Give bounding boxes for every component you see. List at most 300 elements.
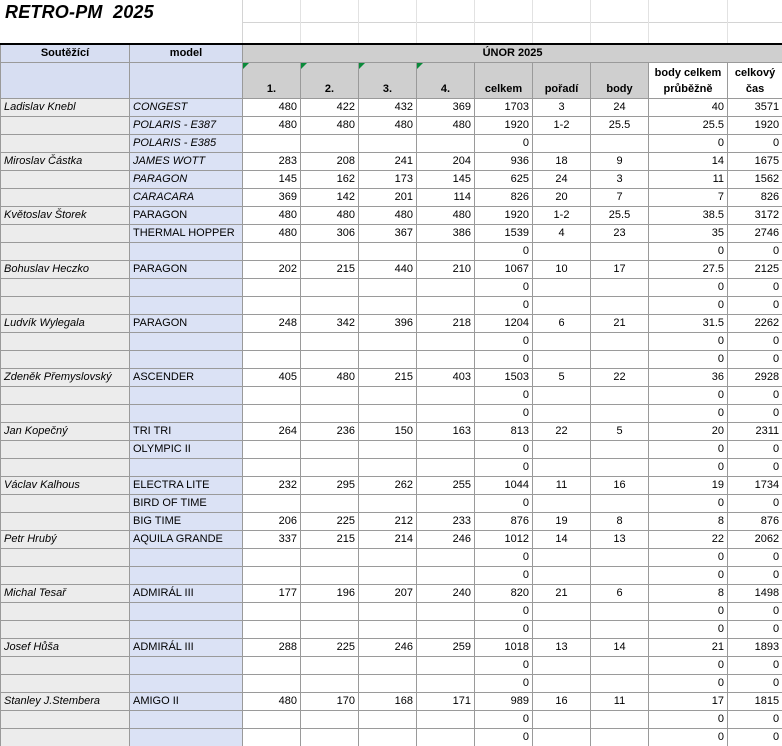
round-1-cell[interactable]: 480	[243, 692, 301, 710]
header-total[interactable]: celkem	[475, 62, 533, 98]
total-cell[interactable]: 0	[475, 332, 533, 350]
total-time-cell[interactable]: 0	[728, 548, 782, 566]
total-time-cell[interactable]: 2928	[728, 368, 782, 386]
model-cell[interactable]	[130, 656, 243, 674]
total-time-cell[interactable]: 1815	[728, 692, 782, 710]
model-cell[interactable]	[130, 458, 243, 476]
total-cell[interactable]: 1018	[475, 638, 533, 656]
rank-cell[interactable]	[533, 620, 591, 638]
round-3-cell[interactable]	[359, 440, 417, 458]
rank-cell[interactable]: 13	[533, 638, 591, 656]
round-2-cell[interactable]	[301, 296, 359, 314]
round-2-cell[interactable]: 196	[301, 584, 359, 602]
round-4-cell[interactable]: 386	[417, 224, 475, 242]
running-points-cell[interactable]: 0	[649, 548, 728, 566]
competitor-cell[interactable]	[1, 386, 130, 404]
points-cell[interactable]	[591, 548, 649, 566]
running-points-cell[interactable]: 0	[649, 242, 728, 260]
model-cell[interactable]	[130, 386, 243, 404]
round-1-cell[interactable]: 177	[243, 584, 301, 602]
rank-cell[interactable]: 6	[533, 314, 591, 332]
round-1-cell[interactable]	[243, 242, 301, 260]
round-3-cell[interactable]: 214	[359, 530, 417, 548]
round-3-cell[interactable]: 432	[359, 98, 417, 116]
running-points-cell[interactable]: 0	[649, 278, 728, 296]
competitor-cell[interactable]	[1, 242, 130, 260]
points-cell[interactable]	[591, 620, 649, 638]
round-2-cell[interactable]: 342	[301, 314, 359, 332]
round-4-cell[interactable]	[417, 278, 475, 296]
running-points-cell[interactable]: 22	[649, 530, 728, 548]
points-cell[interactable]: 8	[591, 512, 649, 530]
round-4-cell[interactable]: 480	[417, 206, 475, 224]
total-cell[interactable]: 1503	[475, 368, 533, 386]
round-2-cell[interactable]	[301, 602, 359, 620]
round-4-cell[interactable]	[417, 620, 475, 638]
model-cell[interactable]: THERMAL HOPPER	[130, 224, 243, 242]
round-1-cell[interactable]	[243, 656, 301, 674]
header-model[interactable]: model	[130, 44, 243, 62]
header-month[interactable]: ÚNOR 2025	[243, 44, 782, 62]
rank-cell[interactable]	[533, 602, 591, 620]
model-cell[interactable]: PARAGON	[130, 206, 243, 224]
points-cell[interactable]: 22	[591, 368, 649, 386]
total-cell[interactable]: 1703	[475, 98, 533, 116]
round-4-cell[interactable]: 145	[417, 170, 475, 188]
points-cell[interactable]	[591, 332, 649, 350]
round-4-cell[interactable]: 369	[417, 98, 475, 116]
total-time-cell[interactable]: 0	[728, 728, 782, 746]
round-3-cell[interactable]: 367	[359, 224, 417, 242]
points-cell[interactable]: 3	[591, 170, 649, 188]
round-4-cell[interactable]: 233	[417, 512, 475, 530]
total-cell[interactable]: 0	[475, 620, 533, 638]
total-time-cell[interactable]: 1893	[728, 638, 782, 656]
total-time-cell[interactable]: 0	[728, 458, 782, 476]
round-3-cell[interactable]: 246	[359, 638, 417, 656]
round-4-cell[interactable]	[417, 296, 475, 314]
header-round-1[interactable]	[243, 62, 301, 98]
round-2-cell[interactable]: 480	[301, 368, 359, 386]
total-cell[interactable]: 813	[475, 422, 533, 440]
running-points-cell[interactable]: 14	[649, 152, 728, 170]
round-3-cell[interactable]: 396	[359, 314, 417, 332]
header-round-2[interactable]	[301, 62, 359, 98]
points-cell[interactable]	[591, 404, 649, 422]
total-cell[interactable]: 820	[475, 584, 533, 602]
rank-cell[interactable]: 24	[533, 170, 591, 188]
competitor-cell[interactable]: Václav Kalhous	[1, 476, 130, 494]
round-1-cell[interactable]	[243, 332, 301, 350]
round-3-cell[interactable]	[359, 278, 417, 296]
rank-cell[interactable]	[533, 242, 591, 260]
rank-cell[interactable]	[533, 278, 591, 296]
points-cell[interactable]	[591, 296, 649, 314]
model-cell[interactable]	[130, 296, 243, 314]
points-cell[interactable]: 25.5	[591, 116, 649, 134]
points-cell[interactable]	[591, 440, 649, 458]
running-points-cell[interactable]: 31.5	[649, 314, 728, 332]
rank-cell[interactable]: 18	[533, 152, 591, 170]
total-time-cell[interactable]: 0	[728, 494, 782, 512]
rank-cell[interactable]	[533, 656, 591, 674]
model-cell[interactable]: POLARIS - E385	[130, 134, 243, 152]
running-points-cell[interactable]: 40	[649, 98, 728, 116]
running-points-cell[interactable]: 0	[649, 602, 728, 620]
model-cell[interactable]: ELECTRA LITE	[130, 476, 243, 494]
rank-cell[interactable]: 22	[533, 422, 591, 440]
round-1-cell[interactable]: 480	[243, 224, 301, 242]
round-3-cell[interactable]	[359, 296, 417, 314]
points-cell[interactable]: 16	[591, 476, 649, 494]
running-points-cell[interactable]: 0	[649, 440, 728, 458]
model-cell[interactable]: BIRD OF TIME	[130, 494, 243, 512]
competitor-cell[interactable]	[1, 332, 130, 350]
running-points-cell[interactable]: 8	[649, 512, 728, 530]
model-cell[interactable]: PARAGON	[130, 170, 243, 188]
competitor-cell[interactable]: Bohuslav Heczko	[1, 260, 130, 278]
total-time-cell[interactable]: 0	[728, 350, 782, 368]
round-1-cell[interactable]: 145	[243, 170, 301, 188]
competitor-cell[interactable]	[1, 494, 130, 512]
total-time-cell[interactable]: 0	[728, 602, 782, 620]
header-round-3[interactable]	[359, 62, 417, 98]
total-time-cell[interactable]: 3172	[728, 206, 782, 224]
model-cell[interactable]	[130, 728, 243, 746]
rank-cell[interactable]: 20	[533, 188, 591, 206]
competitor-cell[interactable]	[1, 512, 130, 530]
total-time-cell[interactable]: 0	[728, 566, 782, 584]
round-4-cell[interactable]: 210	[417, 260, 475, 278]
competitor-cell[interactable]	[1, 188, 130, 206]
points-cell[interactable]: 6	[591, 584, 649, 602]
model-cell[interactable]: PARAGON	[130, 314, 243, 332]
points-cell[interactable]	[591, 386, 649, 404]
total-cell[interactable]: 0	[475, 710, 533, 728]
round-4-cell[interactable]: 480	[417, 116, 475, 134]
round-1-cell[interactable]: 405	[243, 368, 301, 386]
round-1-cell[interactable]: 264	[243, 422, 301, 440]
total-time-cell[interactable]: 1498	[728, 584, 782, 602]
rank-cell[interactable]	[533, 548, 591, 566]
total-cell[interactable]: 1067	[475, 260, 533, 278]
competitor-cell[interactable]: Josef Hůša	[1, 638, 130, 656]
running-points-cell[interactable]: 17	[649, 692, 728, 710]
round-2-cell[interactable]	[301, 278, 359, 296]
round-1-cell[interactable]: 337	[243, 530, 301, 548]
running-points-cell[interactable]: 20	[649, 422, 728, 440]
round-1-cell[interactable]	[243, 278, 301, 296]
competitor-cell[interactable]: Miroslav Částka	[1, 152, 130, 170]
model-cell[interactable]	[130, 350, 243, 368]
round-1-cell[interactable]: 480	[243, 206, 301, 224]
rank-cell[interactable]: 11	[533, 476, 591, 494]
round-4-cell[interactable]	[417, 548, 475, 566]
rank-cell[interactable]: 10	[533, 260, 591, 278]
round-3-cell[interactable]: 201	[359, 188, 417, 206]
competitor-cell[interactable]	[1, 566, 130, 584]
running-points-cell[interactable]: 19	[649, 476, 728, 494]
rank-cell[interactable]	[533, 494, 591, 512]
round-1-cell[interactable]: 480	[243, 116, 301, 134]
round-1-cell[interactable]	[243, 440, 301, 458]
total-time-cell[interactable]: 0	[728, 674, 782, 692]
round-2-cell[interactable]	[301, 728, 359, 746]
round-1-cell[interactable]: 288	[243, 638, 301, 656]
round-3-cell[interactable]	[359, 602, 417, 620]
total-time-cell[interactable]: 2062	[728, 530, 782, 548]
total-time-cell[interactable]: 876	[728, 512, 782, 530]
round-4-cell[interactable]: 204	[417, 152, 475, 170]
total-time-cell[interactable]: 0	[728, 134, 782, 152]
round-1-cell[interactable]	[243, 620, 301, 638]
round-2-cell[interactable]: 236	[301, 422, 359, 440]
rank-cell[interactable]: 16	[533, 692, 591, 710]
model-cell[interactable]: PARAGON	[130, 260, 243, 278]
model-cell[interactable]: TRI TRI	[130, 422, 243, 440]
model-cell[interactable]: ADMIRÁL III	[130, 584, 243, 602]
total-cell[interactable]: 0	[475, 458, 533, 476]
points-cell[interactable]: 24	[591, 98, 649, 116]
model-cell[interactable]: ADMIRÁL III	[130, 638, 243, 656]
round-3-cell[interactable]	[359, 728, 417, 746]
competitor-cell[interactable]	[1, 620, 130, 638]
model-cell[interactable]	[130, 278, 243, 296]
competitor-cell[interactable]	[1, 404, 130, 422]
points-cell[interactable]	[591, 350, 649, 368]
points-cell[interactable]	[591, 566, 649, 584]
header-blank[interactable]	[130, 62, 243, 98]
round-3-cell[interactable]	[359, 674, 417, 692]
round-1-cell[interactable]	[243, 386, 301, 404]
round-3-cell[interactable]	[359, 620, 417, 638]
round-2-cell[interactable]	[301, 242, 359, 260]
round-4-cell[interactable]: 171	[417, 692, 475, 710]
rank-cell[interactable]: 1-2	[533, 116, 591, 134]
round-4-cell[interactable]: 259	[417, 638, 475, 656]
round-2-cell[interactable]: 225	[301, 638, 359, 656]
round-4-cell[interactable]: 218	[417, 314, 475, 332]
model-cell[interactable]	[130, 404, 243, 422]
running-points-cell[interactable]: 0	[649, 350, 728, 368]
competitor-cell[interactable]	[1, 674, 130, 692]
points-cell[interactable]: 9	[591, 152, 649, 170]
total-time-cell[interactable]: 0	[728, 278, 782, 296]
round-3-cell[interactable]	[359, 548, 417, 566]
round-2-cell[interactable]: 208	[301, 152, 359, 170]
running-points-cell[interactable]: 0	[649, 134, 728, 152]
total-cell[interactable]: 0	[475, 242, 533, 260]
round-3-cell[interactable]	[359, 386, 417, 404]
round-4-cell[interactable]: 255	[417, 476, 475, 494]
round-1-cell[interactable]	[243, 350, 301, 368]
points-cell[interactable]	[591, 242, 649, 260]
round-4-cell[interactable]	[417, 458, 475, 476]
total-time-cell[interactable]: 3571	[728, 98, 782, 116]
round-1-cell[interactable]: 206	[243, 512, 301, 530]
round-2-cell[interactable]: 225	[301, 512, 359, 530]
total-time-cell[interactable]: 1920	[728, 116, 782, 134]
round-4-cell[interactable]	[417, 332, 475, 350]
round-2-cell[interactable]	[301, 548, 359, 566]
round-2-cell[interactable]	[301, 350, 359, 368]
total-cell[interactable]: 0	[475, 350, 533, 368]
competitor-cell[interactable]: Zdeněk Přemyslovský	[1, 368, 130, 386]
running-points-cell[interactable]: 21	[649, 638, 728, 656]
round-3-cell[interactable]: 480	[359, 116, 417, 134]
round-1-cell[interactable]	[243, 674, 301, 692]
round-3-cell[interactable]	[359, 494, 417, 512]
round-3-cell[interactable]	[359, 566, 417, 584]
round-1-cell[interactable]: 248	[243, 314, 301, 332]
total-time-cell[interactable]: 1562	[728, 170, 782, 188]
competitor-cell[interactable]	[1, 278, 130, 296]
round-2-cell[interactable]: 480	[301, 206, 359, 224]
competitor-cell[interactable]	[1, 710, 130, 728]
competitor-cell[interactable]: Ludvík Wylegala	[1, 314, 130, 332]
round-2-cell[interactable]	[301, 332, 359, 350]
round-4-cell[interactable]	[417, 440, 475, 458]
header-blank[interactable]	[1, 62, 130, 98]
points-cell[interactable]	[591, 728, 649, 746]
header-total-time[interactable]: celkový čas	[728, 62, 782, 98]
round-3-cell[interactable]	[359, 404, 417, 422]
rank-cell[interactable]	[533, 404, 591, 422]
total-cell[interactable]: 1204	[475, 314, 533, 332]
competitor-cell[interactable]	[1, 116, 130, 134]
round-4-cell[interactable]	[417, 134, 475, 152]
round-4-cell[interactable]	[417, 602, 475, 620]
rank-cell[interactable]	[533, 674, 591, 692]
round-2-cell[interactable]: 142	[301, 188, 359, 206]
round-1-cell[interactable]: 369	[243, 188, 301, 206]
header-competitor[interactable]: Soutěžící	[1, 44, 130, 62]
points-cell[interactable]: 14	[591, 638, 649, 656]
model-cell[interactable]: JAMES WOTT	[130, 152, 243, 170]
round-4-cell[interactable]	[417, 494, 475, 512]
competitor-cell[interactable]: Stanley J.Stembera	[1, 692, 130, 710]
round-3-cell[interactable]	[359, 242, 417, 260]
competitor-cell[interactable]	[1, 440, 130, 458]
round-2-cell[interactable]	[301, 494, 359, 512]
round-2-cell[interactable]: 215	[301, 260, 359, 278]
round-2-cell[interactable]	[301, 656, 359, 674]
header-rank[interactable]: pořadí	[533, 62, 591, 98]
rank-cell[interactable]	[533, 350, 591, 368]
round-3-cell[interactable]: 150	[359, 422, 417, 440]
round-1-cell[interactable]	[243, 566, 301, 584]
round-1-cell[interactable]: 202	[243, 260, 301, 278]
competitor-cell[interactable]: Petr Hrubý	[1, 530, 130, 548]
competitor-cell[interactable]: Michal Tesař	[1, 584, 130, 602]
rank-cell[interactable]: 4	[533, 224, 591, 242]
round-4-cell[interactable]	[417, 674, 475, 692]
total-time-cell[interactable]: 2311	[728, 422, 782, 440]
model-cell[interactable]	[130, 710, 243, 728]
round-3-cell[interactable]: 207	[359, 584, 417, 602]
total-time-cell[interactable]: 0	[728, 404, 782, 422]
rank-cell[interactable]: 5	[533, 368, 591, 386]
running-points-cell[interactable]: 0	[649, 386, 728, 404]
round-2-cell[interactable]: 422	[301, 98, 359, 116]
points-cell[interactable]: 17	[591, 260, 649, 278]
round-4-cell[interactable]	[417, 710, 475, 728]
running-points-cell[interactable]: 38.5	[649, 206, 728, 224]
model-cell[interactable]: CONGEST	[130, 98, 243, 116]
total-time-cell[interactable]: 0	[728, 296, 782, 314]
round-4-cell[interactable]	[417, 656, 475, 674]
points-cell[interactable]: 7	[591, 188, 649, 206]
round-2-cell[interactable]: 480	[301, 116, 359, 134]
total-time-cell[interactable]: 2746	[728, 224, 782, 242]
running-points-cell[interactable]: 0	[649, 620, 728, 638]
total-cell[interactable]: 826	[475, 188, 533, 206]
competitor-cell[interactable]	[1, 548, 130, 566]
total-cell[interactable]: 0	[475, 134, 533, 152]
total-cell[interactable]: 0	[475, 404, 533, 422]
model-cell[interactable]: POLARIS - E387	[130, 116, 243, 134]
model-cell[interactable]: AQUILA GRANDE	[130, 530, 243, 548]
round-2-cell[interactable]	[301, 134, 359, 152]
model-cell[interactable]	[130, 332, 243, 350]
rank-cell[interactable]	[533, 386, 591, 404]
total-cell[interactable]: 1920	[475, 206, 533, 224]
round-4-cell[interactable]: 163	[417, 422, 475, 440]
running-points-cell[interactable]: 0	[649, 332, 728, 350]
model-cell[interactable]: CARACARA	[130, 188, 243, 206]
running-points-cell[interactable]: 0	[649, 296, 728, 314]
model-cell[interactable]	[130, 674, 243, 692]
total-time-cell[interactable]: 1734	[728, 476, 782, 494]
round-3-cell[interactable]: 241	[359, 152, 417, 170]
round-4-cell[interactable]	[417, 350, 475, 368]
running-points-cell[interactable]: 0	[649, 656, 728, 674]
header-round-4[interactable]	[417, 62, 475, 98]
round-1-cell[interactable]	[243, 404, 301, 422]
rank-cell[interactable]	[533, 134, 591, 152]
round-3-cell[interactable]: 168	[359, 692, 417, 710]
points-cell[interactable]	[591, 278, 649, 296]
round-1-cell[interactable]	[243, 296, 301, 314]
total-time-cell[interactable]: 0	[728, 440, 782, 458]
round-1-cell[interactable]	[243, 134, 301, 152]
points-cell[interactable]: 5	[591, 422, 649, 440]
round-3-cell[interactable]: 212	[359, 512, 417, 530]
model-cell[interactable]: ASCENDER	[130, 368, 243, 386]
model-cell[interactable]	[130, 620, 243, 638]
running-points-cell[interactable]: 11	[649, 170, 728, 188]
round-2-cell[interactable]	[301, 620, 359, 638]
round-1-cell[interactable]	[243, 710, 301, 728]
round-4-cell[interactable]: 240	[417, 584, 475, 602]
total-cell[interactable]: 989	[475, 692, 533, 710]
total-cell[interactable]: 0	[475, 296, 533, 314]
round-2-cell[interactable]	[301, 566, 359, 584]
total-cell[interactable]: 0	[475, 386, 533, 404]
round-4-cell[interactable]	[417, 242, 475, 260]
round-3-cell[interactable]: 173	[359, 170, 417, 188]
competitor-cell[interactable]	[1, 728, 130, 746]
round-2-cell[interactable]: 170	[301, 692, 359, 710]
total-cell[interactable]: 1044	[475, 476, 533, 494]
rank-cell[interactable]: 1-2	[533, 206, 591, 224]
total-time-cell[interactable]: 0	[728, 242, 782, 260]
total-time-cell[interactable]: 0	[728, 620, 782, 638]
running-points-cell[interactable]: 8	[649, 584, 728, 602]
running-points-cell[interactable]: 7	[649, 188, 728, 206]
points-cell[interactable]	[591, 674, 649, 692]
round-2-cell[interactable]	[301, 440, 359, 458]
